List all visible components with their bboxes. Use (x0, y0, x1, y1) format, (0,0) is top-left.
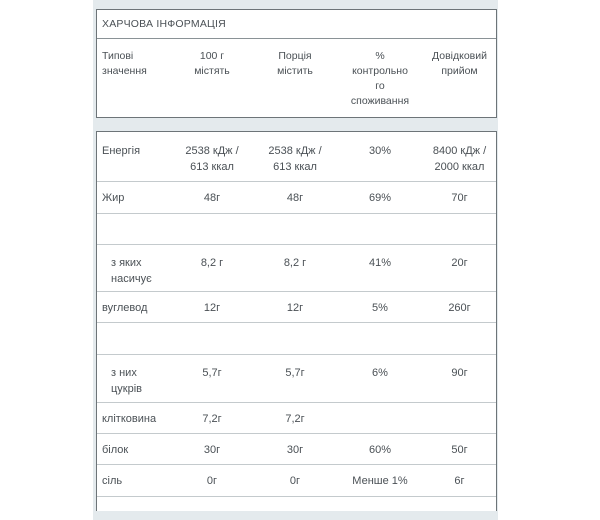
row-label: вуглевод (102, 302, 148, 314)
cell-portion (258, 143, 332, 175)
header-typical-values (102, 49, 147, 79)
cell-percent: 5% (372, 302, 388, 314)
cell-reference: 260г (448, 302, 471, 314)
cell-per100: 5,7г (202, 367, 222, 379)
row-label (111, 365, 142, 397)
nutrition-header-box (96, 9, 497, 118)
cell-reference: 90г (451, 367, 468, 379)
row-label-line-1: з яких (111, 257, 142, 269)
header-percent-intake (343, 49, 417, 109)
table-row-sugars (97, 355, 496, 403)
cell-percent: 30% (368, 145, 392, 157)
table-row-empty (97, 214, 496, 245)
cell-per100-line-2: 613 ккал (190, 161, 234, 173)
cell-reference (422, 143, 497, 175)
row-label: Енергія (102, 145, 141, 157)
table-title: ХАРЧОВА ІНФОРМАЦІЯ (97, 10, 496, 39)
header-pct-line-2: контрольно (352, 65, 408, 77)
row-label-line-2: насичує (111, 273, 152, 285)
cell-per100: 12г (203, 302, 221, 314)
header-row (97, 39, 496, 118)
header-ri-line-2: прийом (441, 65, 478, 77)
cell-percent: 6% (372, 367, 388, 379)
cell-reference: 50г (451, 444, 468, 456)
table-row-empty (97, 323, 496, 355)
header-reference-intake (422, 49, 497, 79)
table-row-fat (97, 182, 496, 214)
header-portion-line-2: містить (277, 65, 313, 77)
cell-portion: 5,7г (285, 367, 305, 379)
cell-reference: 6г (454, 475, 465, 487)
header-per100-line-2: містять (194, 65, 230, 77)
header-ri-line-1: Довідковий (432, 50, 487, 62)
header-body-gap (93, 118, 498, 131)
cell-reference: 20г (451, 257, 468, 269)
cell-ri-line-1: 8400 кДж / (432, 145, 487, 157)
nutrition-table-body (96, 131, 497, 511)
table-row-energy (97, 132, 496, 182)
header-typical-line-2: значення (102, 65, 147, 77)
cell-portion: 8,2 г (283, 257, 307, 269)
cell-portion-line-2: 613 ккал (273, 161, 317, 173)
header-typical-line-1: Типові (102, 50, 134, 62)
cell-portion: 48г (286, 192, 304, 204)
cell-per100: 7,2г (202, 413, 222, 425)
cell-per100: 8,2 г (200, 257, 224, 269)
row-label-line-2: цукрів (111, 383, 143, 395)
cell-per100: 48г (203, 192, 221, 204)
cell-portion: 7,2г (285, 413, 305, 425)
table-row-carbohydrate (97, 292, 496, 323)
cell-per100-line-1: 2538 кДж / (185, 145, 239, 157)
cell-portion: 12г (286, 302, 304, 314)
row-label: Жир (102, 192, 125, 204)
table-row-protein (97, 434, 496, 465)
cell-ri-line-2: 2000 ккал (434, 161, 485, 173)
cell-percent: 60% (368, 444, 392, 456)
header-per100-line-1: 100 г (199, 50, 225, 62)
row-label: клітковина (102, 413, 157, 425)
cell-per100: 0г (206, 475, 218, 487)
header-portion-line-1: Порція (278, 50, 312, 62)
cell-per100: 30г (203, 444, 221, 456)
row-label-line-1: з них (111, 367, 137, 379)
cell-per100 (175, 143, 249, 175)
header-per-100g (175, 49, 249, 79)
table-row-fibre (97, 403, 496, 434)
row-label: білок (102, 444, 129, 456)
header-pct-line-1: % (375, 50, 385, 62)
header-pct-line-3: го (375, 80, 385, 92)
cell-percent: 69% (368, 192, 392, 204)
cell-percent: 41% (368, 257, 392, 269)
table-row-salt (97, 465, 496, 497)
row-label: сіль (102, 475, 123, 487)
cell-portion: 0г (289, 475, 301, 487)
cell-percent: Менше 1% (352, 475, 408, 487)
cell-portion: 30г (286, 444, 304, 456)
cell-reference: 70г (451, 192, 468, 204)
row-label (111, 255, 152, 287)
header-pct-line-4: споживання (350, 95, 410, 107)
header-per-portion (258, 49, 332, 79)
table-row-saturates (97, 245, 496, 292)
cell-portion-line-1: 2538 кДж / (268, 145, 322, 157)
